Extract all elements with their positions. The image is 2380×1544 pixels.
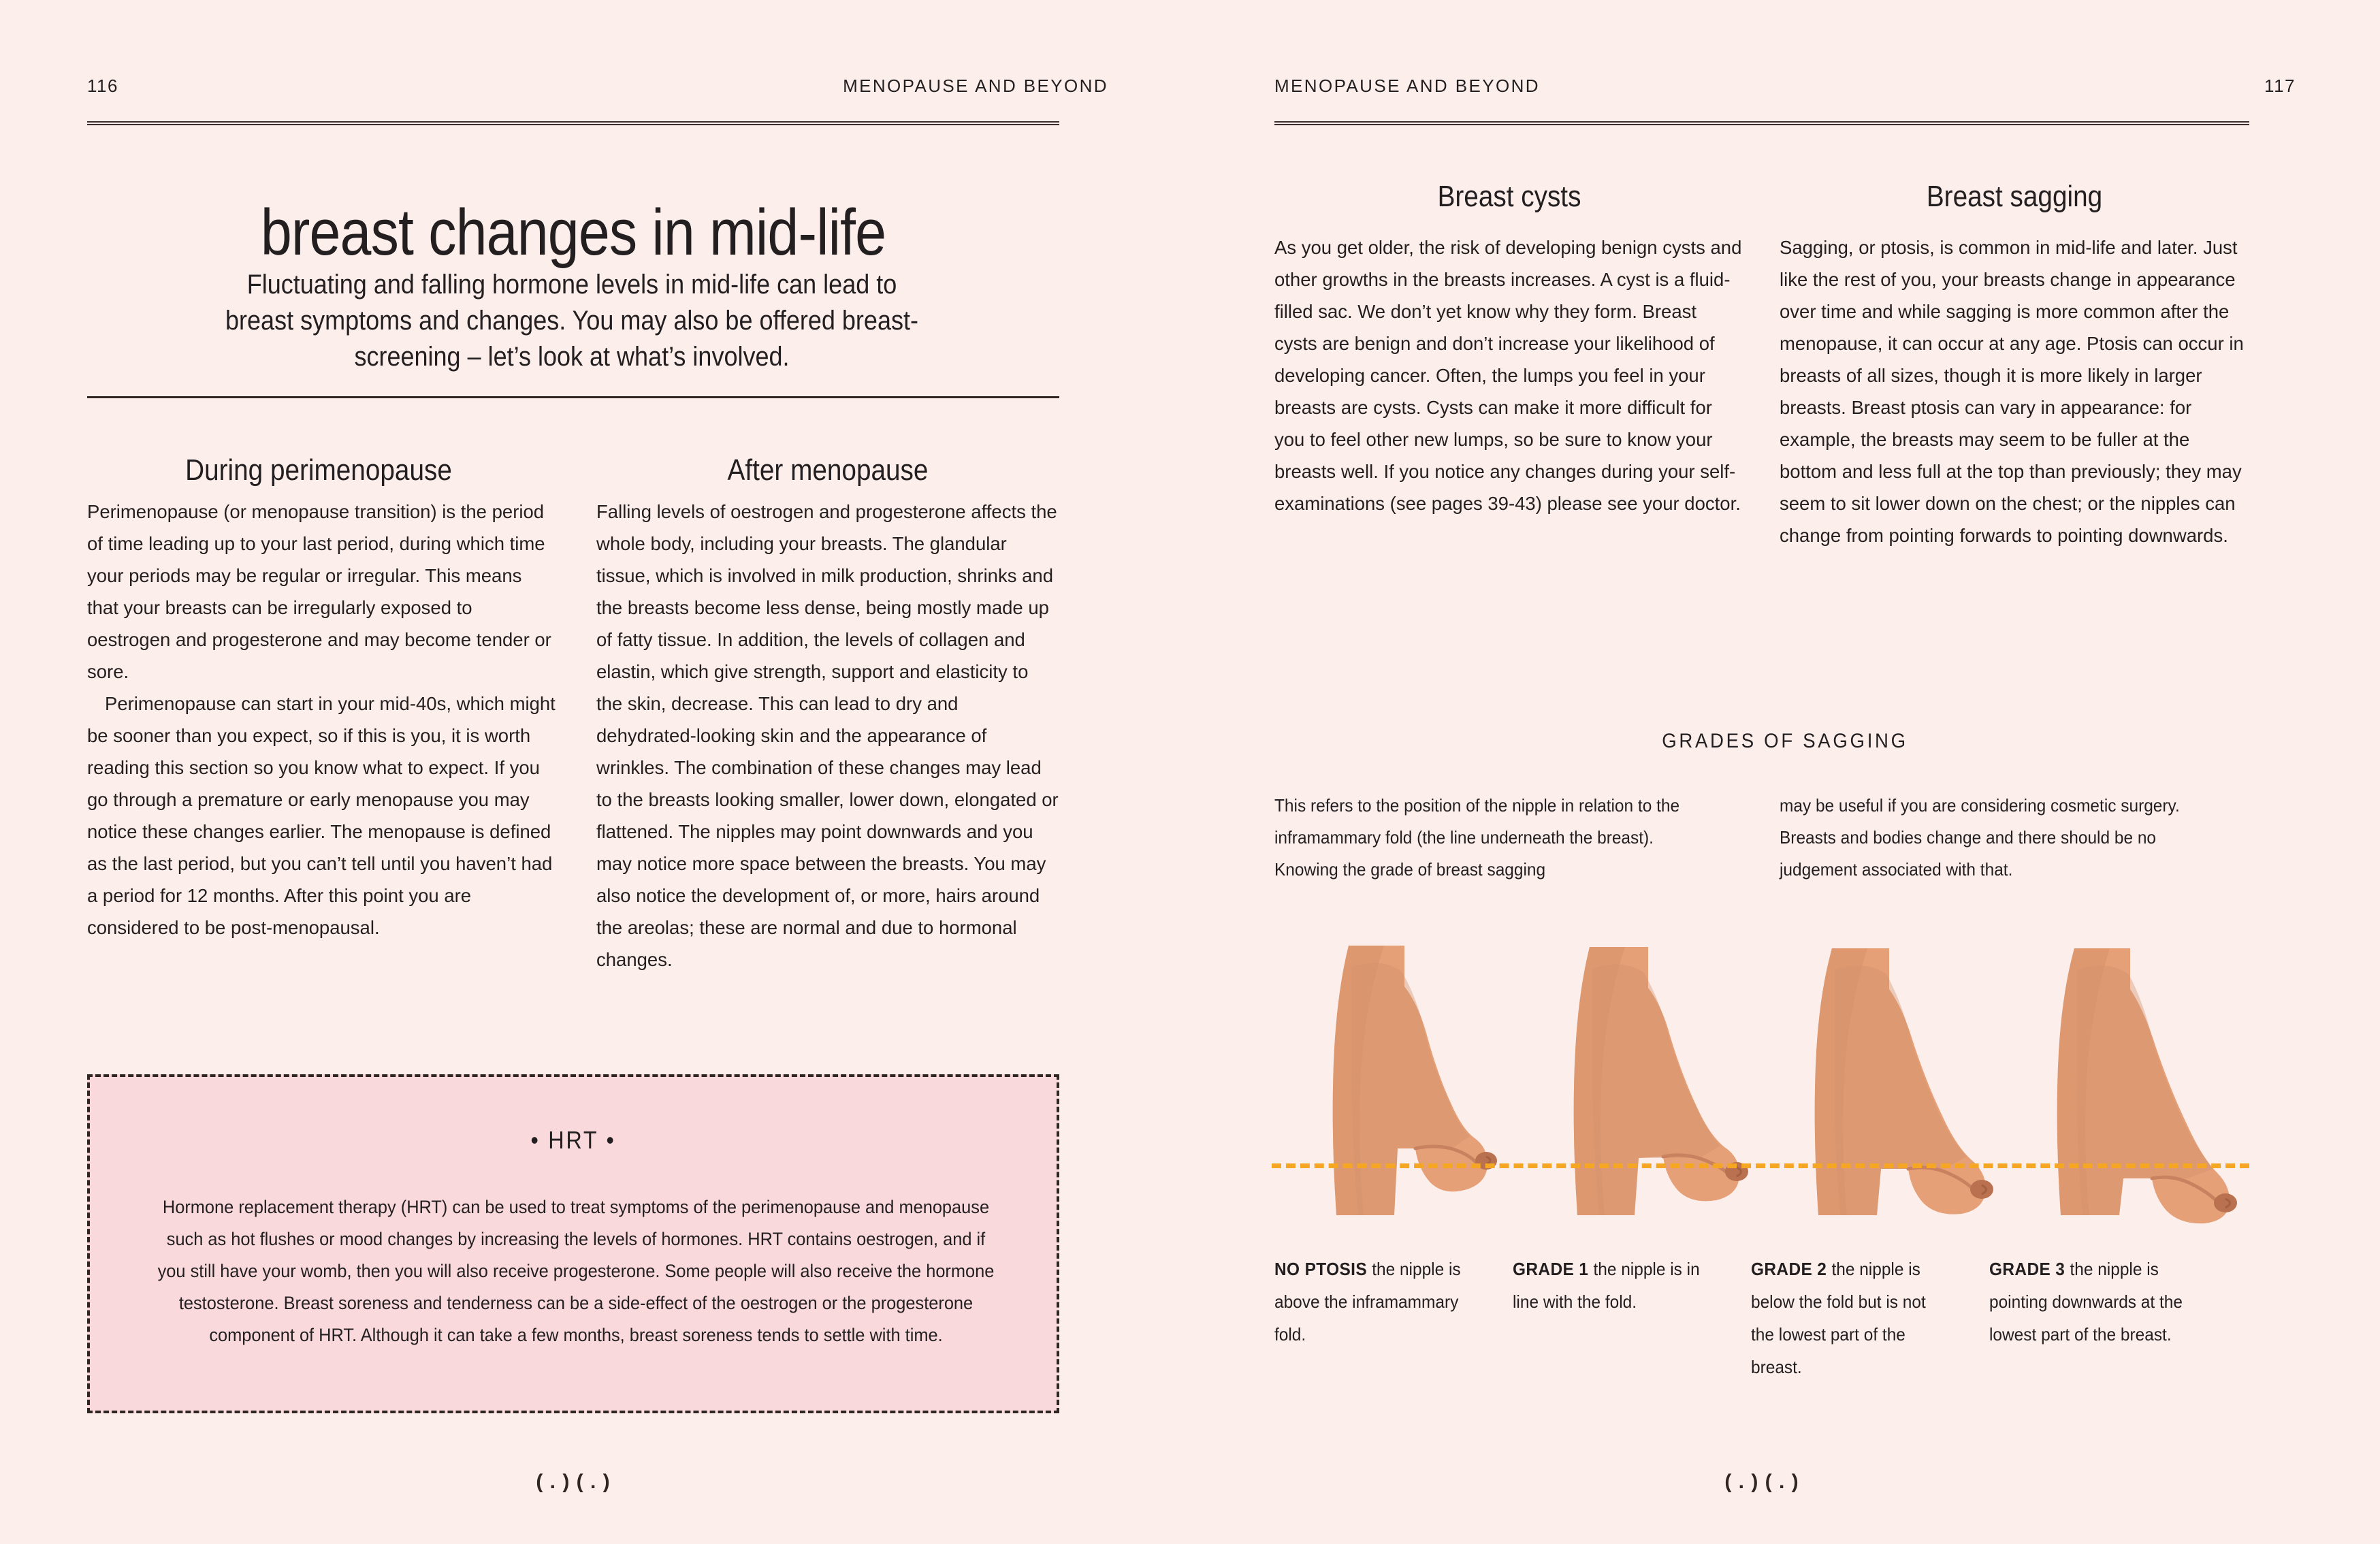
figure-grade-2 [1792,929,2024,1215]
caption-no-ptosis [1274,1253,1466,1351]
figure-grade-1 [1554,929,1786,1215]
caption-grade-2 [1751,1253,1943,1383]
running-head-title-left: MENOPAUSE AND BEYOND [843,75,1108,96]
subhead-after-menopause: After menopause [727,453,929,487]
footer-ornament-right: ( . ) ( . ) [1724,1470,1799,1493]
running-head-title-right: MENOPAUSE AND BEYOND [1274,75,1540,96]
paragraph: As you get older, the risk of developing benign cysts and other growths in the breasts increases. A cyst is a fluid-filled sac. We don’t yet know why they form. Breast cysts are benign and don’t increase your likelihood of developing cancer. Often, the lumps you feel in your breasts are cysts. Cysts can make it more difficult for you to feel other new lumps, so be sure to know your breasts well. If you notice any changes during your self-examinations (see pages 39-43) please see your doctor. [1274,237,1742,514]
caption-label: GRADE 2 [1751,1259,1832,1279]
subhead-during-perimenopause: During perimenopause [185,453,452,487]
running-head-right [1274,74,2296,98]
header-rule-right [1274,121,2249,125]
caption-grade-3 [1989,1253,2187,1351]
page-deck: Fluctuating and falling hormone levels in mid-life can lead to breast symptoms and changes. You may also be offered breast-screening – let’s look at what’s involved. [225,270,918,372]
body-column-breast-cysts [1274,231,1744,519]
grades-intro-right: may be useful if you are considering cosmetic surgery. Breasts and bodies change and there should be no judgement associated with that. [1780,795,2180,880]
deck-rule-left [87,396,1059,398]
paragraph: Perimenopause (or menopause transition) is the period of time leading up to your last period, during which time your periods may be regular or irregular. This means that your breasts can be irregularly exposed to oestrogen and progesterone and may become tender or sore. [87,501,551,682]
grades-intro-left: This refers to the position of the nipple in relation to the inframammary fold (the line underneath the breast). Knowing the grade of breast sagging [1274,795,1680,880]
header-rule-left [87,121,1059,125]
grades-of-sagging-title: GRADES OF SAGGING [1662,730,1908,752]
caption-text: the nipple is above the inframammary fold. [1274,1259,1461,1345]
page-number-right: 117 [2264,75,2296,96]
hrt-body-text: Hormone replacement therapy (HRT) can be used to treat symptoms of the perimenopause and menopause such as hot flushes or mood changes by increasing the levels of hormones. HRT contains oestrogen, and if you still have your womb, then you will also receive progesterone. Some people will also receive the hormone testosterone. Breast soreness and tenderness can be a side-effect of the oestrogen or the progesterone component of HRT. Although it can take a few months, breast soreness tends to settle with time. [157,1197,995,1345]
caption-grade-1 [1513,1253,1705,1318]
caption-text: the nipple is below the fold but is not the lowest part of the breast. [1751,1259,1926,1377]
subhead-breast-cysts: Breast cysts [1437,179,1581,213]
body-column-after-menopause [596,496,1059,976]
caption-label: GRADE 1 [1513,1259,1594,1279]
grades-figure-row [1190,929,2380,1222]
page-number-left: 116 [87,75,118,96]
figure-no-ptosis [1316,929,1547,1215]
footer-ornament-left: ( . ) ( . ) [536,1470,611,1493]
caption-text: the nipple is pointing downwards at the lowest part of the breast. [1989,1259,2183,1345]
running-head-left [87,74,1108,98]
caption-label: GRADE 3 [1989,1259,2070,1279]
caption-label: NO PTOSIS [1274,1259,1372,1279]
page-title: breast changes in mid-life [260,196,886,270]
right-page [1190,0,2380,1544]
paragraph: Falling levels of oestrogen and progesterone affects the whole body, including your breasts. The glandular tissue, which is involved in milk production, shrinks and the breasts become less dense, being mostly made up of fatty tissue. In addition, the levels of collagen and elastin, which give strength, support and elasticity to the skin, decrease. This can lead to dry and dehydrated-looking skin and the appearance of wrinkles. The combination of these changes may lead to the breasts looking smaller, lower down, elongated or flattened. The nipples may point downwards and you may notice more space between the breasts. You may also notice the development of, or more, hairs around the areolas; these are normal and due to hormonal changes. [596,501,1059,970]
caption-text: the nipple is in line with the fold. [1513,1259,1700,1312]
subhead-breast-sagging: Breast sagging [1926,179,2103,213]
figure-grade-3 [2031,929,2262,1215]
hrt-title: • HRT • [530,1126,616,1154]
body-column-during-perimenopause [87,496,557,944]
paragraph: Sagging, or ptosis, is common in mid-life and later. Just like the rest of you, your breasts change in appearance over time and while sagging is more common after the menopause, it can occur at any age. Ptosis can occur in breasts of all sizes, though it is more likely in larger breasts. Breast ptosis can vary in appearance: for example, the breasts may seem to be fuller at the bottom and less full at the top than previously; they may seem to sit lower down on the chest; or the nipples can change from pointing forwards to pointing downwards. [1780,237,2244,546]
inframammary-fold-line [1272,1163,2249,1168]
body-column-breast-sagging [1780,231,2249,551]
paragraph: Perimenopause can start in your mid-40s, which might be sooner than you expect, so if this is you, it is worth reading this section so you know what to expect. If you go through a premature or early menopause you may notice these changes earlier. The menopause is defined as the last period, but you can’t tell until you haven’t had a period for 12 months. After this point you are considered to be post-menopausal. [87,693,556,938]
hrt-callout-box [87,1074,1059,1413]
